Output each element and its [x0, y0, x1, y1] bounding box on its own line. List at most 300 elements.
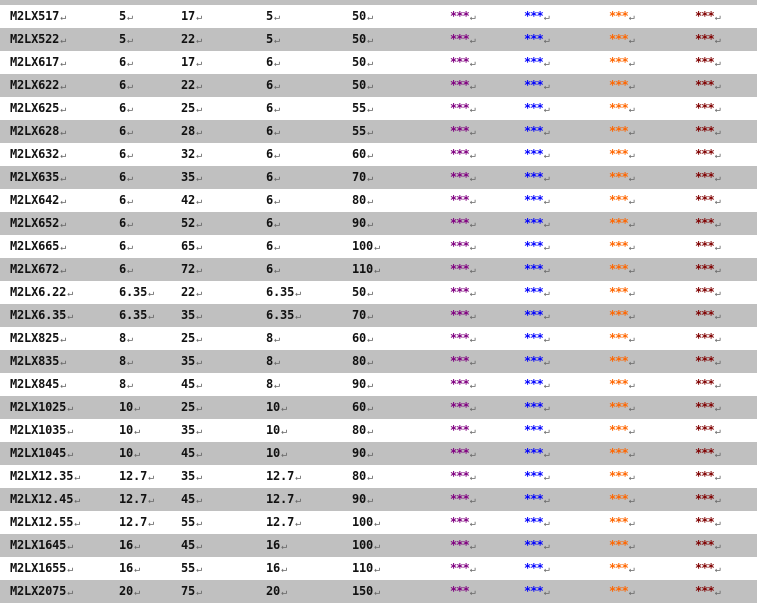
table-row [0, 120, 757, 143]
return-mark-icon: ↵ [60, 380, 67, 391]
rating-blue-cell [524, 534, 550, 557]
col-c-cell [181, 143, 202, 166]
rating-blue-cell [524, 235, 550, 258]
table-row [0, 419, 757, 442]
star-rating: *** [609, 331, 628, 345]
cell-text: 110 [352, 561, 374, 575]
col-c-cell [181, 327, 202, 350]
cell-text: 60 [352, 400, 367, 414]
star-rating: *** [695, 561, 714, 575]
return-mark-icon: ↵ [543, 219, 550, 230]
col-d-cell [266, 580, 287, 603]
col-d-cell [266, 442, 287, 465]
return-mark-icon: ↵ [148, 288, 154, 299]
star-rating: *** [695, 377, 714, 391]
return-mark-icon: ↵ [127, 334, 133, 345]
return-mark-icon: ↵ [74, 518, 81, 529]
return-mark-icon: ↵ [469, 173, 476, 184]
rating-purple-cell [450, 534, 476, 557]
model-cell [10, 97, 66, 120]
return-mark-icon: ↵ [543, 150, 550, 161]
rating-maroon-cell [695, 419, 721, 442]
cell-text: 12.7 [266, 515, 295, 529]
star-rating: *** [695, 239, 714, 253]
col-d-cell [266, 28, 280, 51]
table-row [0, 281, 757, 304]
col-c-cell [181, 396, 202, 419]
star-rating: *** [450, 216, 469, 230]
cell-text: M2LX12.35 [10, 469, 74, 483]
return-mark-icon: ↵ [295, 311, 301, 322]
return-mark-icon: ↵ [543, 403, 550, 414]
col-d-cell [266, 5, 280, 28]
return-mark-icon: ↵ [127, 58, 133, 69]
return-mark-icon: ↵ [628, 472, 635, 483]
rating-blue-cell [524, 419, 550, 442]
cell-text: 10 [266, 423, 281, 437]
cell-text: M2LX6.35 [10, 308, 67, 322]
return-mark-icon: ↵ [469, 150, 476, 161]
rating-orange-cell [609, 258, 635, 281]
rating-purple-cell [450, 442, 476, 465]
table-row [0, 143, 757, 166]
cell-text: M2LX625 [10, 101, 60, 115]
table-row [0, 580, 757, 603]
return-mark-icon: ↵ [469, 104, 476, 115]
return-mark-icon: ↵ [714, 311, 721, 322]
rating-orange-cell [609, 350, 635, 373]
cell-text: 22 [181, 285, 196, 299]
return-mark-icon: ↵ [469, 265, 476, 276]
rating-purple-cell [450, 120, 476, 143]
return-mark-icon: ↵ [274, 265, 280, 276]
rating-maroon-cell [695, 212, 721, 235]
rating-maroon-cell [695, 281, 721, 304]
cell-text: M2LX522 [10, 32, 60, 46]
rating-orange-cell [609, 373, 635, 396]
star-rating: *** [609, 9, 628, 23]
col-e-cell [352, 120, 373, 143]
return-mark-icon: ↵ [367, 58, 373, 69]
return-mark-icon: ↵ [628, 541, 635, 552]
star-rating: *** [609, 193, 628, 207]
return-mark-icon: ↵ [196, 541, 202, 552]
cell-text: 25 [181, 101, 196, 115]
star-rating: *** [450, 193, 469, 207]
cell-text: 50 [352, 32, 367, 46]
cell-text: 35 [181, 170, 196, 184]
cell-text: M2LX1035 [10, 423, 67, 437]
model-cell [10, 373, 66, 396]
return-mark-icon: ↵ [469, 196, 476, 207]
return-mark-icon: ↵ [374, 242, 380, 253]
rating-purple-cell [450, 465, 476, 488]
return-mark-icon: ↵ [60, 104, 67, 115]
rating-purple-cell [450, 5, 476, 28]
rating-maroon-cell [695, 511, 721, 534]
return-mark-icon: ↵ [628, 265, 635, 276]
table-row [0, 327, 757, 350]
model-cell [10, 258, 66, 281]
star-rating: *** [524, 147, 543, 161]
col-b-cell [119, 51, 133, 74]
star-rating: *** [524, 584, 543, 598]
star-rating: *** [609, 32, 628, 46]
star-rating: *** [524, 515, 543, 529]
cell-text: 50 [352, 55, 367, 69]
star-rating: *** [450, 147, 469, 161]
star-rating: *** [609, 239, 628, 253]
col-e-cell [352, 580, 380, 603]
star-rating: *** [450, 584, 469, 598]
rating-blue-cell [524, 28, 550, 51]
col-e-cell [352, 373, 373, 396]
cell-text: 20 [266, 584, 281, 598]
return-mark-icon: ↵ [196, 127, 202, 138]
cell-text: 17 [181, 9, 196, 23]
cell-text: 6.35 [119, 308, 148, 322]
col-d-cell [266, 350, 280, 373]
return-mark-icon: ↵ [127, 81, 133, 92]
star-rating: *** [450, 170, 469, 184]
return-mark-icon: ↵ [134, 587, 140, 598]
col-b-cell [119, 304, 154, 327]
return-mark-icon: ↵ [196, 495, 202, 506]
return-mark-icon: ↵ [714, 564, 721, 575]
rating-orange-cell [609, 166, 635, 189]
col-d-cell [266, 557, 287, 580]
table-row [0, 74, 757, 97]
cell-text: 8 [266, 377, 274, 391]
return-mark-icon: ↵ [67, 426, 74, 437]
table-row [0, 511, 757, 534]
star-rating: *** [609, 147, 628, 161]
cell-text: 50 [352, 285, 367, 299]
return-mark-icon: ↵ [367, 81, 373, 92]
rating-maroon-cell [695, 442, 721, 465]
rating-blue-cell [524, 258, 550, 281]
star-rating: *** [524, 331, 543, 345]
col-c-cell [181, 74, 202, 97]
cell-text: 10 [266, 446, 281, 460]
col-b-cell [119, 120, 133, 143]
return-mark-icon: ↵ [628, 403, 635, 414]
return-mark-icon: ↵ [274, 35, 280, 46]
return-mark-icon: ↵ [134, 564, 140, 575]
cell-text: 110 [352, 262, 374, 276]
star-rating: *** [609, 538, 628, 552]
return-mark-icon: ↵ [127, 265, 133, 276]
star-rating: *** [609, 170, 628, 184]
cell-text: 16 [119, 538, 134, 552]
star-rating: *** [450, 101, 469, 115]
return-mark-icon: ↵ [196, 81, 202, 92]
return-mark-icon: ↵ [628, 564, 635, 575]
return-mark-icon: ↵ [281, 403, 287, 414]
return-mark-icon: ↵ [469, 449, 476, 460]
star-rating: *** [524, 32, 543, 46]
col-e-cell [352, 511, 380, 534]
return-mark-icon: ↵ [628, 173, 635, 184]
star-rating: *** [450, 239, 469, 253]
return-mark-icon: ↵ [196, 173, 202, 184]
star-rating: *** [609, 78, 628, 92]
rating-orange-cell [609, 281, 635, 304]
return-mark-icon: ↵ [127, 242, 133, 253]
return-mark-icon: ↵ [127, 357, 133, 368]
col-e-cell [352, 488, 373, 511]
cell-text: M2LX6.22 [10, 285, 67, 299]
cell-text: 8 [266, 354, 274, 368]
return-mark-icon: ↵ [274, 334, 280, 345]
return-mark-icon: ↵ [196, 58, 202, 69]
col-b-cell [119, 5, 133, 28]
star-rating: *** [524, 561, 543, 575]
col-c-cell [181, 51, 202, 74]
return-mark-icon: ↵ [60, 265, 67, 276]
star-rating: *** [524, 193, 543, 207]
cell-text: 80 [352, 423, 367, 437]
return-mark-icon: ↵ [127, 219, 133, 230]
cell-text: 55 [352, 101, 367, 115]
cell-text: 6 [266, 55, 274, 69]
return-mark-icon: ↵ [543, 196, 550, 207]
cell-text: 100 [352, 515, 374, 529]
return-mark-icon: ↵ [714, 357, 721, 368]
star-rating: *** [609, 515, 628, 529]
star-rating: *** [450, 400, 469, 414]
cell-text: 52 [181, 216, 196, 230]
cell-text: M2LX1025 [10, 400, 67, 414]
return-mark-icon: ↵ [628, 311, 635, 322]
return-mark-icon: ↵ [714, 518, 721, 529]
return-mark-icon: ↵ [60, 81, 67, 92]
rating-blue-cell [524, 189, 550, 212]
col-d-cell [266, 327, 280, 350]
return-mark-icon: ↵ [469, 564, 476, 575]
cell-text: 45 [181, 446, 196, 460]
model-cell [10, 488, 80, 511]
col-c-cell [181, 120, 202, 143]
return-mark-icon: ↵ [543, 426, 550, 437]
model-cell [10, 511, 80, 534]
rating-purple-cell [450, 166, 476, 189]
rating-purple-cell [450, 28, 476, 51]
col-b-cell [119, 97, 133, 120]
star-rating: *** [609, 561, 628, 575]
star-rating: *** [450, 285, 469, 299]
rating-orange-cell [609, 488, 635, 511]
model-cell [10, 465, 80, 488]
cell-text: 60 [352, 331, 367, 345]
return-mark-icon: ↵ [714, 426, 721, 437]
cell-text: M2LX635 [10, 170, 60, 184]
model-cell [10, 442, 73, 465]
return-mark-icon: ↵ [543, 541, 550, 552]
return-mark-icon: ↵ [628, 587, 635, 598]
cell-text: 8 [119, 331, 127, 345]
rating-maroon-cell [695, 120, 721, 143]
return-mark-icon: ↵ [196, 564, 202, 575]
model-cell [10, 534, 73, 557]
return-mark-icon: ↵ [628, 242, 635, 253]
return-mark-icon: ↵ [543, 288, 550, 299]
cell-text: 6 [119, 216, 127, 230]
return-mark-icon: ↵ [543, 311, 550, 322]
return-mark-icon: ↵ [714, 81, 721, 92]
model-cell [10, 304, 73, 327]
return-mark-icon: ↵ [543, 564, 550, 575]
rating-blue-cell [524, 442, 550, 465]
model-cell [10, 74, 66, 97]
col-c-cell [181, 350, 202, 373]
rating-purple-cell [450, 396, 476, 419]
cell-text: M2LX1655 [10, 561, 67, 575]
rating-purple-cell [450, 511, 476, 534]
col-e-cell [352, 97, 373, 120]
cell-text: 6 [119, 101, 127, 115]
return-mark-icon: ↵ [367, 219, 373, 230]
cell-text: 20 [119, 584, 134, 598]
star-rating: *** [609, 446, 628, 460]
star-rating: *** [609, 262, 628, 276]
star-rating: *** [524, 55, 543, 69]
return-mark-icon: ↵ [367, 196, 373, 207]
col-c-cell [181, 488, 202, 511]
return-mark-icon: ↵ [60, 357, 67, 368]
star-rating: *** [450, 469, 469, 483]
rating-orange-cell [609, 465, 635, 488]
cell-text: 6 [266, 124, 274, 138]
col-c-cell [181, 235, 202, 258]
return-mark-icon: ↵ [543, 12, 550, 23]
star-rating: *** [609, 55, 628, 69]
col-b-cell [119, 212, 133, 235]
star-rating: *** [695, 446, 714, 460]
rating-blue-cell [524, 511, 550, 534]
col-c-cell [181, 511, 202, 534]
cell-text: 90 [352, 492, 367, 506]
return-mark-icon: ↵ [469, 35, 476, 46]
star-rating: *** [609, 469, 628, 483]
cell-text: 6 [266, 78, 274, 92]
cell-text: 6 [266, 193, 274, 207]
return-mark-icon: ↵ [196, 265, 202, 276]
return-mark-icon: ↵ [295, 518, 301, 529]
star-rating: *** [524, 469, 543, 483]
model-cell [10, 189, 66, 212]
model-cell [10, 396, 73, 419]
star-rating: *** [524, 308, 543, 322]
cell-text: 90 [352, 216, 367, 230]
model-cell [10, 28, 66, 51]
col-b-cell [119, 488, 154, 511]
return-mark-icon: ↵ [469, 12, 476, 23]
cell-text: 35 [181, 308, 196, 322]
rating-maroon-cell [695, 488, 721, 511]
star-rating: *** [450, 32, 469, 46]
star-rating: *** [524, 423, 543, 437]
return-mark-icon: ↵ [543, 472, 550, 483]
col-d-cell [266, 97, 280, 120]
return-mark-icon: ↵ [469, 242, 476, 253]
cell-text: 12.7 [266, 492, 295, 506]
rating-maroon-cell [695, 28, 721, 51]
cell-text: M2LX652 [10, 216, 60, 230]
rating-purple-cell [450, 212, 476, 235]
cell-text: 10 [119, 446, 134, 460]
cell-text: 17 [181, 55, 196, 69]
rating-orange-cell [609, 396, 635, 419]
return-mark-icon: ↵ [469, 127, 476, 138]
star-rating: *** [609, 400, 628, 414]
return-mark-icon: ↵ [196, 449, 202, 460]
return-mark-icon: ↵ [543, 495, 550, 506]
rating-maroon-cell [695, 189, 721, 212]
col-b-cell [119, 373, 133, 396]
rating-orange-cell [609, 511, 635, 534]
table-row [0, 442, 757, 465]
rating-blue-cell [524, 51, 550, 74]
table-row [0, 235, 757, 258]
return-mark-icon: ↵ [134, 403, 140, 414]
col-c-cell [181, 534, 202, 557]
rating-orange-cell [609, 557, 635, 580]
star-rating: *** [609, 101, 628, 115]
rating-maroon-cell [695, 74, 721, 97]
cell-text: 8 [266, 331, 274, 345]
rating-purple-cell [450, 580, 476, 603]
col-e-cell [352, 534, 380, 557]
model-cell [10, 5, 66, 28]
star-rating: *** [524, 354, 543, 368]
return-mark-icon: ↵ [148, 518, 154, 529]
col-c-cell [181, 442, 202, 465]
return-mark-icon: ↵ [469, 403, 476, 414]
return-mark-icon: ↵ [628, 449, 635, 460]
return-mark-icon: ↵ [274, 173, 280, 184]
star-rating: *** [450, 124, 469, 138]
col-e-cell [352, 258, 380, 281]
cell-text: 6 [119, 193, 127, 207]
col-e-cell [352, 235, 380, 258]
return-mark-icon: ↵ [543, 35, 550, 46]
cell-text: 55 [181, 515, 196, 529]
table-row [0, 212, 757, 235]
return-mark-icon: ↵ [196, 403, 202, 414]
return-mark-icon: ↵ [281, 587, 287, 598]
star-rating: *** [609, 285, 628, 299]
col-d-cell [266, 235, 280, 258]
return-mark-icon: ↵ [543, 104, 550, 115]
table-row [0, 166, 757, 189]
model-cell [10, 235, 66, 258]
rating-maroon-cell [695, 5, 721, 28]
cell-text: 8 [119, 377, 127, 391]
rating-purple-cell [450, 557, 476, 580]
return-mark-icon: ↵ [281, 449, 287, 460]
star-rating: *** [450, 262, 469, 276]
star-rating: *** [524, 170, 543, 184]
cell-text: 50 [352, 78, 367, 92]
star-rating: *** [695, 55, 714, 69]
col-c-cell [181, 212, 202, 235]
table-row [0, 373, 757, 396]
col-e-cell [352, 143, 373, 166]
cell-text: 5 [119, 9, 127, 23]
star-rating: *** [524, 538, 543, 552]
return-mark-icon: ↵ [60, 150, 67, 161]
